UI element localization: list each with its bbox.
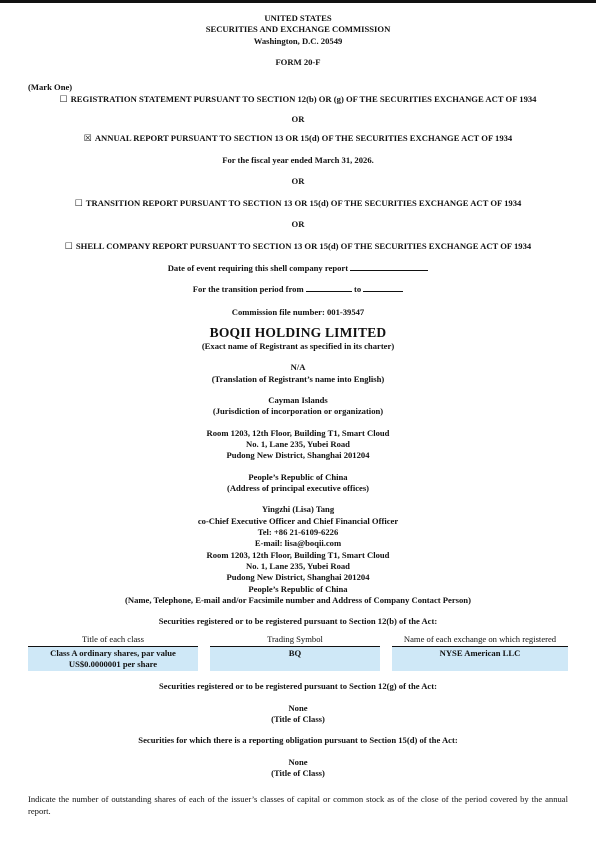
registrant-address-caption: (Address of principal executive offices) <box>226 482 370 493</box>
registrant-address-line: Room 1203, 12th Floor, Building T1, Smart Cloud <box>206 427 390 438</box>
registrant-country: People’s Republic of China <box>248 471 348 482</box>
column-gap <box>198 634 210 647</box>
agency-header <box>28 13 568 47</box>
col-header-trading-symbol: Trading Symbol <box>210 634 380 647</box>
registrant-address-line: Pudong New District, Shanghai 201204 <box>226 450 370 461</box>
header-line-country: UNITED STATES <box>264 13 332 23</box>
registrant-name: BOQII HOLDING LIMITED <box>209 324 387 340</box>
column-gap <box>198 647 210 671</box>
option-transition-report-text: TRANSITION REPORT PURSUANT TO SECTION 13 OR 15(d) OF THE SECURITIES EXCHANGE ACT OF 1934 <box>85 197 522 208</box>
section-12g-heading: Securities registered or to be registered pursuant to Section 12(g) of the Act: <box>159 681 437 692</box>
checkbox-shell-company[interactable]: ☐ <box>64 240 73 251</box>
registrant-translation-caption: (Translation of Registrant’s name into English) <box>211 373 385 384</box>
section-12b-heading: Securities registered or to be registered pursuant to Section 12(b) of the Act: <box>158 616 438 627</box>
option-shell-company-text: SHELL COMPANY REPORT PURSUANT TO SECTION 13 OR 15(d) OF THE SECURITIES EXCHANGE ACT OF 1934 <box>75 240 532 251</box>
outstanding-shares-instruction: Indicate the number of outstanding shares of each of the issuer’s classes of capital or common stock as of the close of the period covered by the annual report. <box>28 794 568 817</box>
shell-event-line <box>28 263 568 274</box>
fiscal-year-line: For the fiscal year ended March 31, 2026. <box>222 154 374 165</box>
top-rule <box>0 0 596 3</box>
checkbox-registration-statement[interactable]: ☐ <box>59 93 68 104</box>
registrant-address-line: No. 1, Lane 235, Yubei Road <box>246 438 350 449</box>
cell-title-line: US$0.0000001 per share <box>68 659 158 670</box>
option-shell-company <box>28 241 568 253</box>
registrant-jurisdiction-caption: (Jurisdiction of incorporation or organization) <box>212 406 384 417</box>
or-separator-1: OR <box>291 113 305 124</box>
header-line-agency: SECURITIES AND EXCHANGE COMMISSION <box>205 24 391 35</box>
header-line-city: Washington, D.C. 20549 <box>253 35 343 46</box>
section-12g-caption: (Title of Class) <box>271 713 325 724</box>
cell-exchange: NYSE American LLC <box>392 647 568 671</box>
contact-title: co-Chief Executive Officer and Chief Financial Officer <box>197 515 399 526</box>
commission-file-number: Commission file number: 001-39547 <box>231 307 365 318</box>
contact-name: Yingzhi (Lisa) Tang <box>261 504 335 515</box>
section-12g-value: None <box>288 702 308 713</box>
option-registration-statement <box>28 94 568 106</box>
transition-to-blank[interactable] <box>363 284 403 292</box>
contact-person-block <box>28 504 568 606</box>
registrant-address <box>28 428 568 462</box>
option-transition-report <box>28 198 568 210</box>
contact-email: E-mail: lisa@boqii.com <box>254 538 342 549</box>
option-registration-statement-text: REGISTRATION STATEMENT PURSUANT TO SECTION 12(b) OR (g) OF THE SECURITIES EXCHANGE ACT OF 1934 <box>70 93 537 104</box>
transition-period-line <box>28 284 568 295</box>
registrant-name-caption: (Exact name of Registrant as specified in its charter) <box>201 340 395 351</box>
column-gap <box>380 647 392 671</box>
cell-title-line: Class A ordinary shares, par value <box>50 647 176 658</box>
cell-trading-symbol: BQ <box>210 647 380 671</box>
securities-12b-table <box>28 634 568 672</box>
cell-title-of-class <box>28 647 198 671</box>
contact-address-line: People’s Republic of China <box>248 583 348 594</box>
shell-event-label: Date of event requiring this shell company report <box>167 262 349 273</box>
contact-caption: (Name, Telephone, E-mail and/or Facsimile number and Address of Company Contact Person) <box>125 595 471 605</box>
form-title: FORM 20-F <box>275 57 321 68</box>
col-header-title-of-class: Title of each class <box>28 634 198 647</box>
col-header-exchange: Name of each exchange on which registered <box>392 634 568 647</box>
section-15d-value: None <box>288 756 308 767</box>
checkbox-annual-report[interactable]: ☒ <box>83 132 92 143</box>
or-separator-2: OR <box>291 176 305 187</box>
registrant-translation: N/A <box>290 362 306 373</box>
or-separator-3: OR <box>291 219 305 230</box>
section-15d-caption: (Title of Class) <box>271 767 325 778</box>
contact-address-line: No. 1, Lane 235, Yubei Road <box>246 560 350 571</box>
transition-from-blank[interactable] <box>306 284 352 292</box>
mark-one-label: (Mark One) <box>28 82 73 93</box>
registrant-jurisdiction: Cayman Islands <box>268 394 328 405</box>
table-header-row <box>28 634 568 647</box>
shell-event-date-blank[interactable] <box>350 263 428 271</box>
checkbox-transition-report[interactable]: ☐ <box>74 197 83 208</box>
option-annual-report-text: ANNUAL REPORT PURSUANT TO SECTION 13 OR 15(d) OF THE SECURITIES EXCHANGE ACT OF 1934 <box>94 132 513 143</box>
section-15d-heading: Securities for which there is a reporting obligation pursuant to Section 15(d) of the Act: <box>138 735 458 746</box>
option-annual-report <box>28 133 568 145</box>
transition-to-label: to <box>353 283 362 294</box>
contact-address-line: Pudong New District, Shanghai 201204 <box>226 572 370 583</box>
contact-address-line: Room 1203, 12th Floor, Building T1, Smart Cloud <box>206 549 390 560</box>
form-page <box>28 13 568 817</box>
contact-tel: Tel: +86 21-6109-6226 <box>257 526 339 537</box>
transition-from-label: For the transition period from <box>192 283 304 294</box>
column-gap <box>380 634 392 647</box>
table-row <box>28 647 568 671</box>
